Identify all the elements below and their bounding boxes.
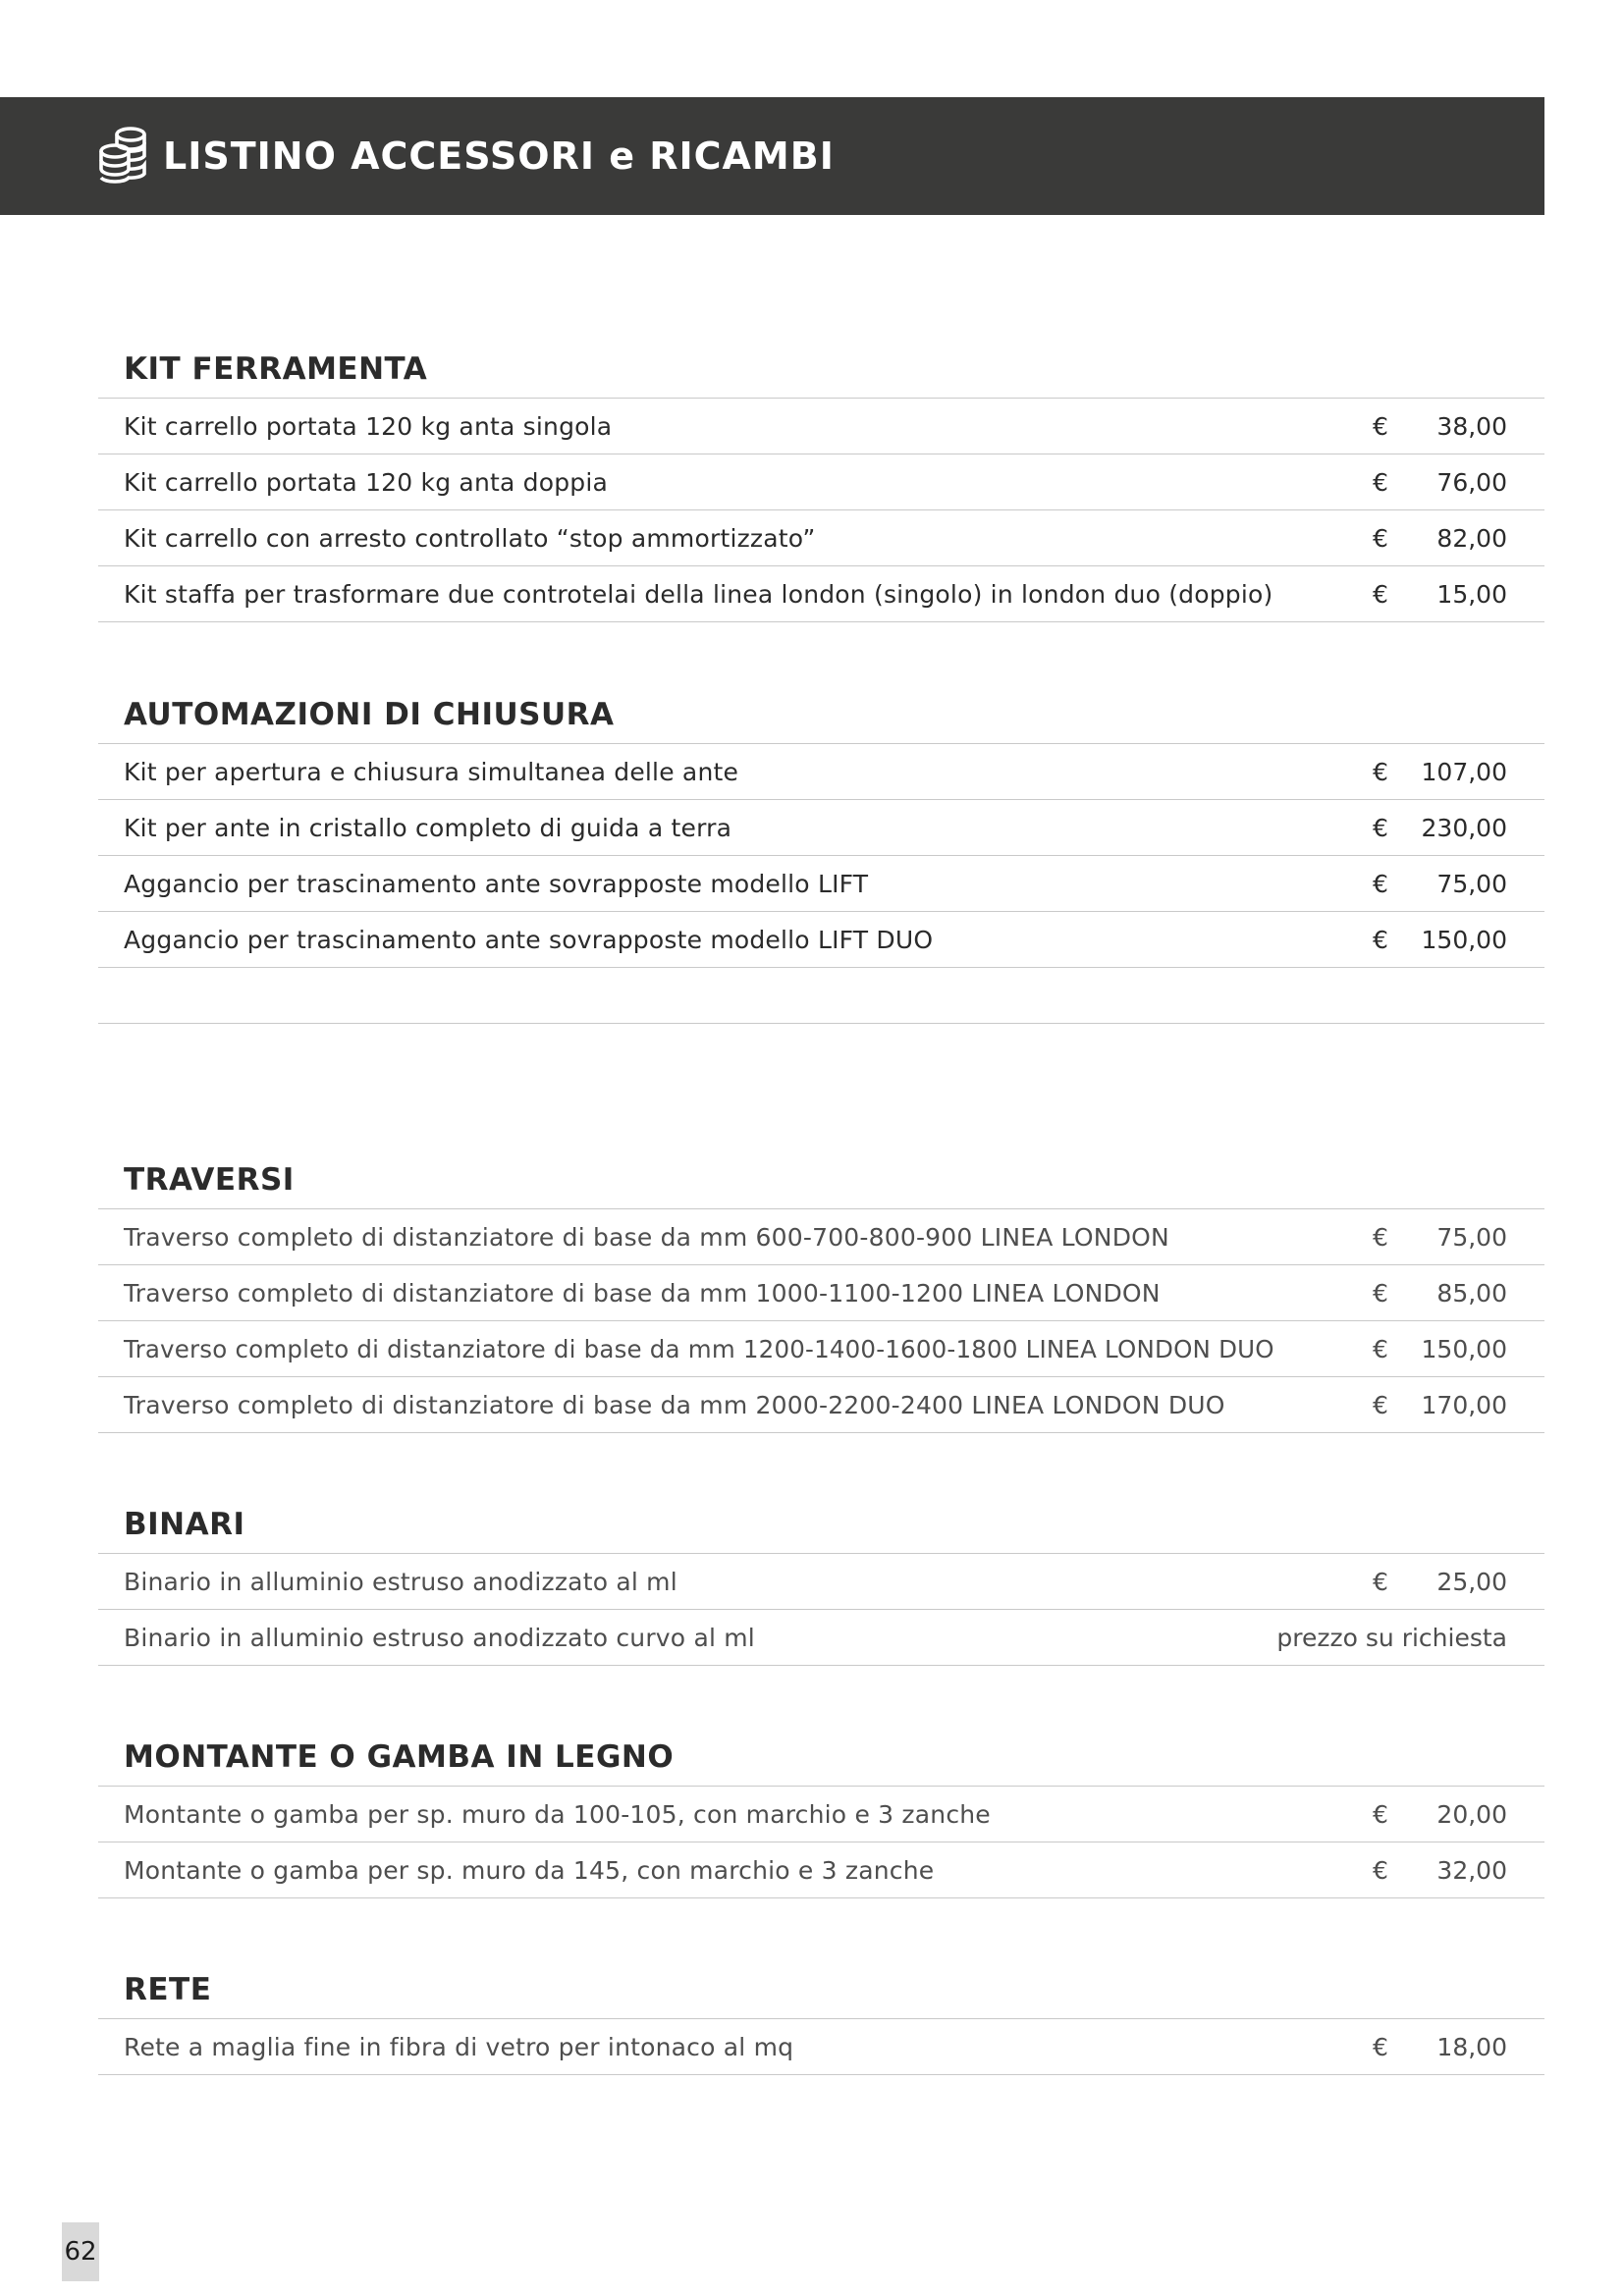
price-row (98, 856, 1544, 912)
item-price: 75,00 (1436, 869, 1507, 898)
price-row (98, 1787, 1544, 1842)
item-description: Rete a maglia fine in fibra di vetro per intonaco al mq (124, 2032, 794, 2061)
item-description: Traverso completo di distanziatore di base da mm 1000-1100-1200 LINEA LONDON (124, 1278, 1161, 1308)
currency-symbol: € (1373, 925, 1388, 954)
currency-symbol: € (1373, 1278, 1388, 1308)
item-price: 150,00 (1421, 1334, 1507, 1363)
section-title: KIT FERRAMENTA (98, 341, 1544, 399)
item-description: Kit per ante in cristallo completo di guida a terra (124, 813, 732, 842)
section-automazioni-di-chiusura (98, 686, 1544, 1024)
item-description: Montante o gamba per sp. muro da 145, con marchio e 3 zanche (124, 1855, 935, 1885)
item-price: 170,00 (1421, 1390, 1507, 1419)
currency-symbol: € (1373, 813, 1388, 842)
currency-symbol: € (1373, 1222, 1388, 1252)
item-price: 76,00 (1436, 467, 1507, 497)
section-kit-ferramenta (98, 341, 1544, 622)
currency-symbol: € (1373, 523, 1388, 553)
price-row (98, 566, 1544, 622)
item-price: 230,00 (1421, 813, 1507, 842)
section-title: TRAVERSI (98, 1151, 1544, 1209)
currency-symbol: € (1373, 1390, 1388, 1419)
item-price-on-request: prezzo su richiesta (1276, 1623, 1507, 1652)
price-row (98, 510, 1544, 566)
item-price: 32,00 (1436, 1855, 1507, 1885)
price-row (98, 2019, 1544, 2075)
price-row (98, 454, 1544, 510)
currency-symbol: € (1373, 411, 1388, 441)
currency-symbol: € (1373, 579, 1388, 609)
price-row (98, 1377, 1544, 1433)
item-price: 38,00 (1436, 411, 1507, 441)
item-price: 107,00 (1421, 757, 1507, 786)
page-header (0, 97, 1544, 215)
item-price: 75,00 (1436, 1222, 1507, 1252)
page-number: 62 (62, 2222, 99, 2281)
price-row (98, 399, 1544, 454)
section-title: RETE (98, 1961, 1544, 2019)
item-description: Traverso completo di distanziatore di base da mm 1200-1400-1600-1800 LINEA LONDON DUO (124, 1334, 1274, 1363)
item-description: Kit carrello portata 120 kg anta singola (124, 411, 613, 441)
currency-symbol: € (1373, 869, 1388, 898)
item-description: Traverso completo di distanziatore di base da mm 2000-2200-2400 LINEA LONDON DUO (124, 1390, 1225, 1419)
page-title: LISTINO ACCESSORI e RICAMBI (163, 134, 835, 178)
currency-symbol: € (1373, 1334, 1388, 1363)
price-row (98, 1209, 1544, 1265)
price-row (98, 744, 1544, 800)
section-traversi (98, 1151, 1544, 1433)
currency-symbol: € (1373, 2032, 1388, 2061)
section-title: AUTOMAZIONI DI CHIUSURA (98, 686, 1544, 744)
currency-symbol: € (1373, 757, 1388, 786)
section-binari (98, 1496, 1544, 1666)
price-row (98, 1842, 1544, 1898)
item-description: Kit staffa per trasformare due controtelai della linea london (singolo) in london duo (doppio) (124, 579, 1273, 609)
item-price: 15,00 (1436, 579, 1507, 609)
currency-symbol: € (1373, 467, 1388, 497)
item-price: 18,00 (1436, 2032, 1507, 2061)
item-description: Kit carrello portata 120 kg anta doppia (124, 467, 609, 497)
section-title: MONTANTE O GAMBA IN LEGNO (98, 1729, 1544, 1787)
item-price: 82,00 (1436, 523, 1507, 553)
item-price: 150,00 (1421, 925, 1507, 954)
price-row (98, 912, 1544, 968)
currency-symbol: € (1373, 1567, 1388, 1596)
price-row (98, 1265, 1544, 1321)
section-montante-o-gamba (98, 1729, 1544, 1898)
price-row (98, 800, 1544, 856)
price-row (98, 1610, 1544, 1666)
currency-symbol: € (1373, 1855, 1388, 1885)
coin-stack-icon (98, 126, 149, 187)
currency-symbol: € (1373, 1799, 1388, 1829)
item-description: Binario in alluminio estruso anodizzato al ml (124, 1567, 677, 1596)
item-description: Kit carrello con arresto controllato “stop ammortizzato” (124, 523, 816, 553)
item-description: Kit per apertura e chiusura simultanea delle ante (124, 757, 739, 786)
item-price: 85,00 (1436, 1278, 1507, 1308)
item-price: 20,00 (1436, 1799, 1507, 1829)
item-description: Montante o gamba per sp. muro da 100-105, con marchio e 3 zanche (124, 1799, 991, 1829)
item-description: Aggancio per trascinamento ante sovrapposte modello LIFT DUO (124, 925, 934, 954)
item-description: Traverso completo di distanziatore di base da mm 600-700-800-900 LINEA LONDON (124, 1222, 1169, 1252)
section-title: BINARI (98, 1496, 1544, 1554)
price-row (98, 1554, 1544, 1610)
item-description: Binario in alluminio estruso anodizzato curvo al ml (124, 1623, 755, 1652)
price-row (98, 1321, 1544, 1377)
item-price: 25,00 (1436, 1567, 1507, 1596)
section-rete (98, 1961, 1544, 2075)
empty-row (98, 968, 1544, 1024)
item-description: Aggancio per trascinamento ante sovrapposte modello LIFT (124, 869, 869, 898)
